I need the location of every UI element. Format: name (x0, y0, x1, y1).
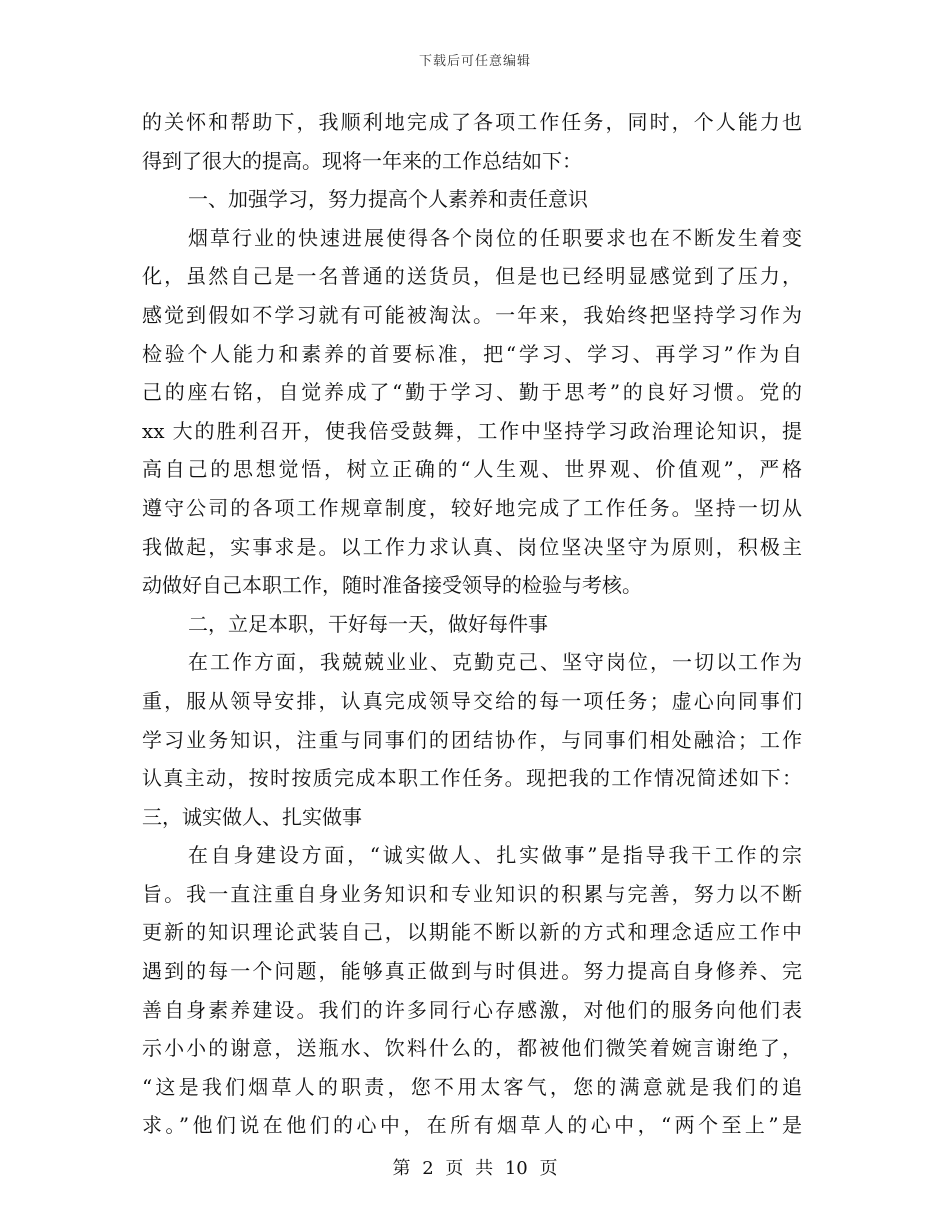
text-line: 在工作方面，我兢兢业业、克勤克己、坚守岗位，一切以工作为 (188, 650, 802, 675)
text-line: 二，立足本职，干好每一天，做好每件事 (188, 611, 548, 636)
text-line: 善自身素养建设。我们的许多同行心存感激，对他们的服务向他们表 (142, 997, 802, 1022)
text-line: 一、加强学习，努力提高个人素养和责任意识 (188, 187, 588, 212)
text-line: 化，虽然自己是一名普通的送货员，但是也已经明显感觉到了压力， (142, 264, 802, 289)
text-line: 求。”他们说在他们的心中，在所有烟草人的心中，“两个至上”是 (142, 1113, 802, 1138)
text-line: 感觉到假如不学习就有可能被淘汰。一年来，我始终把坚持学习作为 (142, 302, 802, 327)
text-line: 高自己的思想觉悟，树立正确的“人生观、世界观、价值观”，严格 (142, 457, 802, 482)
text-line: xx 大的胜利召开，使我倍受鼓舞，工作中坚持学习政治理论知识，提 (142, 418, 802, 443)
text-line: 在自身建设方面，“诚实做人、扎实做事”是指导我干工作的宗 (188, 843, 802, 868)
page-number-footer: 第 2 页 共 10 页 (392, 1158, 558, 1179)
text-line: 我做起，实事求是。以工作力求认真、岗位坚决坚守为原则，积极主 (142, 534, 802, 559)
text-line: 的关怀和帮助下，我顺利地完成了各项工作任务，同时，个人能力也 (142, 110, 802, 134)
page-header: 下载后可任意编辑 (418, 54, 531, 69)
text-line: 旨。我一直注重自身业务知识和专业知识的积累与完善，努力以不断 (142, 881, 802, 906)
text-line: 三，诚实做人、扎实做事 (142, 804, 362, 829)
text-line: 示小小的谢意，送瓶水、饮料什么的，都被他们微笑着婉言谢绝了， (142, 1036, 802, 1061)
text-line: 动做好自己本职工作，随时准备接受领导的检验与考核。 (142, 573, 642, 598)
text-line: 重，服从领导安排，认真完成领导交给的每一项任务；虚心向同事们 (142, 688, 802, 713)
text-line: 烟草行业的快速进展使得各个岗位的任职要求也在不断发生着变 (188, 225, 802, 250)
document-body (142, 103, 802, 1145)
text-line: 更新的知识理论武装自己，以期能不断以新的方式和理念适应工作中 (142, 920, 802, 945)
text-line: 得到了很大的提高。现将一年来的工作总结如下： (142, 148, 582, 173)
text-line: 遇到的每一个问题，能够真正做到与时俱进。努力提高自身修养、完 (142, 959, 802, 984)
text-line: 认真主动，按时按质完成本职工作任务。现把我的工作情况简述如下： (142, 766, 802, 791)
text-line: 己的座右铭，自觉养成了“勤于学习、勤于思考”的良好习惯。党的 (142, 380, 802, 405)
text-line: 检验个人能力和素养的首要标准，把“学习、学习、再学习”作为自 (142, 341, 802, 366)
text-line: “这是我们烟草人的职责，您不用太客气，您的满意就是我们的追 (142, 1074, 802, 1099)
text-line: 遵守公司的各项工作规章制度，较好地完成了工作任务。坚持一切从 (142, 495, 802, 520)
text-line: 学习业务知识，注重与同事们的团结协作，与同事们相处融洽；工作 (142, 727, 802, 752)
